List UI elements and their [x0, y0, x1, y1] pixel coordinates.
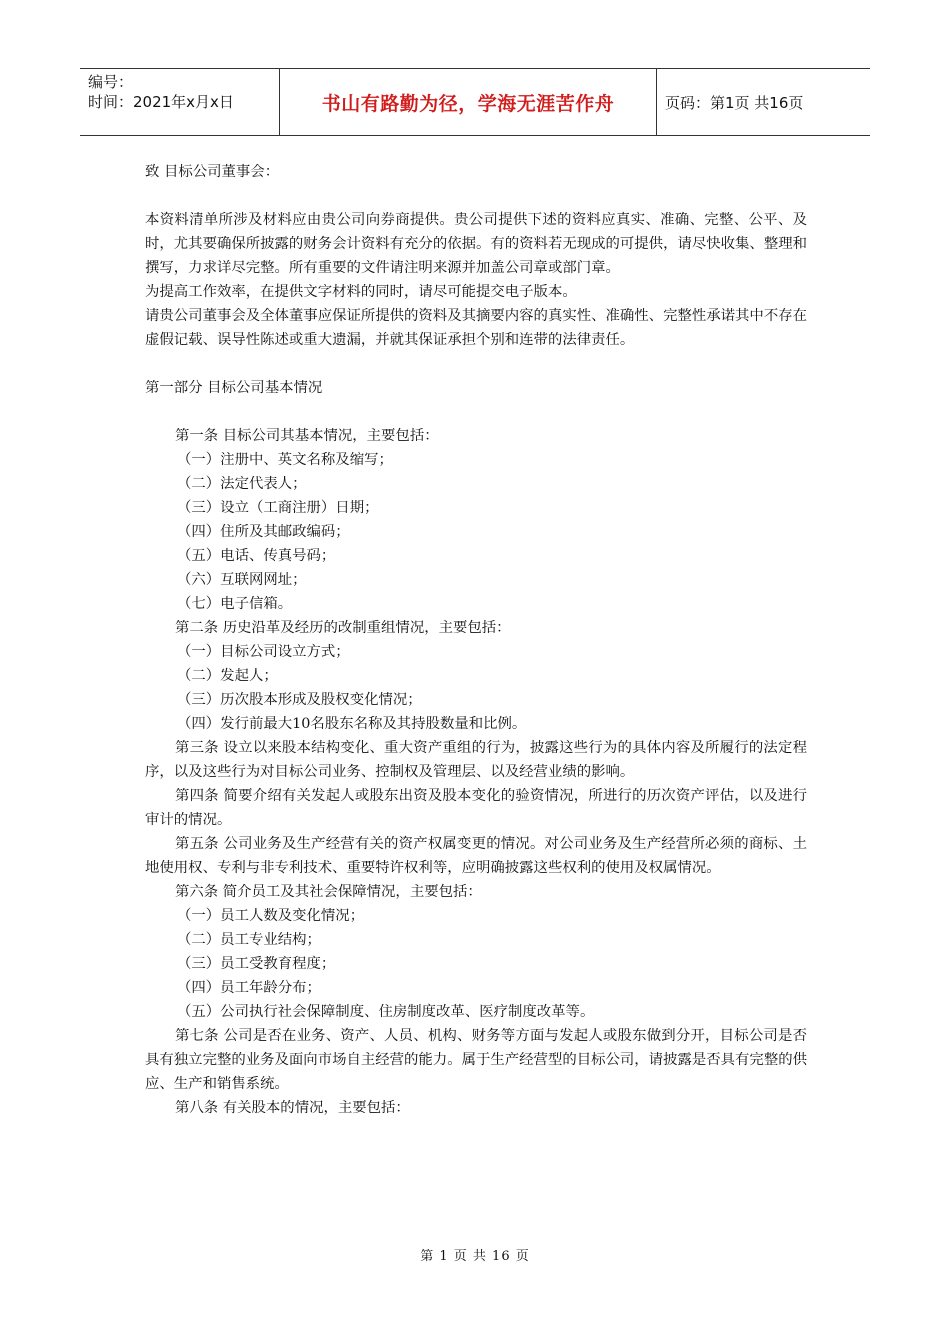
list-item: （一）目标公司设立方式；	[177, 644, 350, 660]
header-page-indicator: 页码：第1页 共16页	[665, 93, 804, 112]
document-body	[145, 160, 807, 1120]
list-item: （一）员工人数及变化情况；	[177, 908, 365, 924]
list-item: （二）发起人；	[177, 668, 278, 684]
header-motto: 书山有路勤为径，学海无涯苦作舟	[280, 69, 657, 135]
list-item: （七）电子信箱。	[177, 596, 293, 612]
intro-paragraph: 本资料清单所涉及材料应由贵公司向券商提供。贵公司提供下述的资料应真实、准确、完整、公平、及时，尤其要确保所披露的财务会计资料有充分的依据。有的资料若无现成的可提供，请尽快收集、整理和撰写，力求详尽完整。所有重要的文件请注明来源并加盖公司章或部门章。	[145, 212, 807, 276]
document-date: 时间：2021年x月x日	[88, 93, 234, 111]
article-7: 第七条 公司是否在业务、资产、人员、机构、财务等方面与发起人或股东做到分开，目标公司是否具有独立完整的业务及面向市场自主经营的能力。属于生产经营型的目标公司，请披露是否具有完整的供应、生产和销售系统。	[145, 1028, 807, 1092]
document-number-label: 编号：	[88, 73, 134, 91]
article-3: 第三条 设立以来股本结构变化、重大资产重组的行为，披露这些行为的具体内容及所履行的法定程序，以及这些行为对目标公司业务、控制权及管理层、以及经营业绩的影响。	[145, 740, 807, 780]
list-item: （四）发行前最大10名股东名称及其持股数量和比例。	[177, 716, 527, 732]
article-4: 第四条 简要介绍有关发起人或股东出资及股本变化的验资情况，所进行的历次资产评估，以及进行审计的情况。	[145, 788, 807, 828]
page-header	[80, 68, 870, 136]
list-item: （三）员工受教育程度；	[177, 956, 336, 972]
list-item: （四）员工年龄分布；	[177, 980, 321, 996]
salutation: 致 目标公司董事会：	[145, 164, 280, 180]
list-item: （三）历次股本形成及股权变化情况；	[177, 692, 422, 708]
intro-paragraph: 请贵公司董事会及全体董事应保证所提供的资料及其摘要内容的真实性、准确性、完整性承诺其中不存在虚假记载、误导性陈述或重大遗漏，并就其保证承担个别和连带的法律责任。	[145, 308, 807, 348]
list-item: （二）法定代表人；	[177, 476, 307, 492]
list-item: （四）住所及其邮政编码；	[177, 524, 350, 540]
list-item: （五）电话、传真号码；	[177, 548, 336, 564]
list-item: （三）设立（工商注册）日期；	[177, 500, 379, 516]
article-1: 第一条 目标公司其基本情况，主要包括：	[175, 428, 439, 444]
article-8: 第八条 有关股本的情况，主要包括：	[175, 1100, 410, 1116]
article-2: 第二条 历史沿革及经历的改制重组情况，主要包括：	[175, 620, 511, 636]
article-6: 第六条 简介员工及其社会保障情况，主要包括：	[175, 884, 482, 900]
page-footer: 第 1 页 共 16 页	[420, 1249, 530, 1264]
list-item: （五）公司执行社会保障制度、住房制度改革、医疗制度改革等。	[177, 1004, 595, 1020]
intro-paragraph: 为提高工作效率，在提供文字材料的同时，请尽可能提交电子版本。	[145, 284, 577, 300]
section-title: 第一部分 目标公司基本情况	[145, 380, 323, 396]
list-item: （六）互联网网址；	[177, 572, 307, 588]
list-item: （一）注册中、英文名称及缩写；	[177, 452, 393, 468]
header-meta	[80, 69, 280, 135]
list-item: （二）员工专业结构；	[177, 932, 321, 948]
article-5: 第五条 公司业务及生产经营有关的资产权属变更的情况。对公司业务及生产经营所必须的商标、土地使用权、专利与非专利技术、重要特许权利等，应明确披露这些权利的使用及权属情况。	[145, 836, 807, 876]
